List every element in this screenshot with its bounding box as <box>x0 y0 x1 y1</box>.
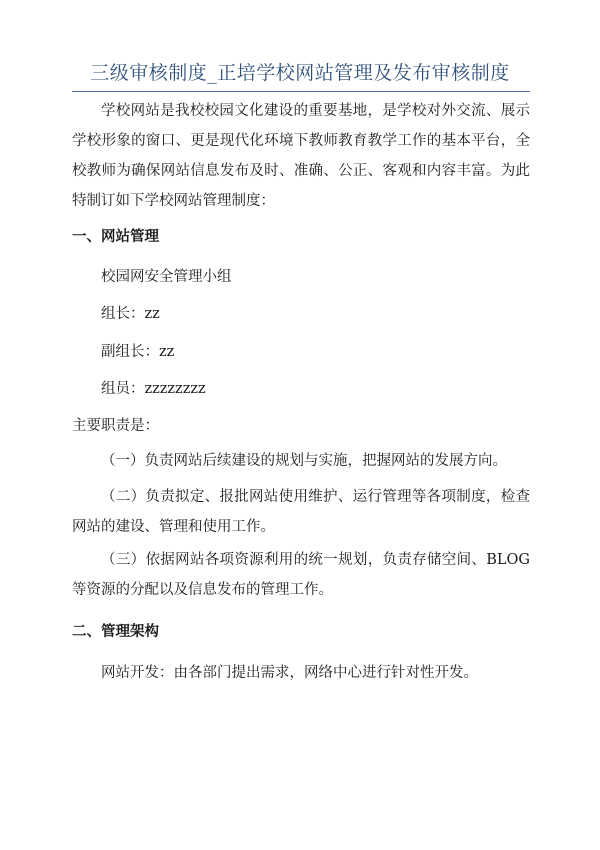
security-group-name: 校园网安全管理小组 <box>101 269 232 285</box>
document-title: 三级审核制度_正培学校网站管理及发布审核制度 <box>90 62 510 84</box>
group-deputy-leader: 副组长：zz <box>101 344 175 360</box>
group-leader: 组长：zz <box>101 306 160 322</box>
section-heading-management-structure: 二、管理架构 <box>72 624 159 640</box>
duty-item: （三）依据网站各项资源利用的统一规划，负责存储空间、BLOG 等资源的分配以及信息发布的管理工作。 <box>72 552 530 598</box>
section-heading-website-management: 一、网站管理 <box>72 229 159 245</box>
website-development-paragraph: 网站开发：由各部门提出需求，网络中心进行针对性开发。 <box>101 665 478 681</box>
title-underline <box>72 91 530 92</box>
group-members: 组员：zzzzzzzz <box>101 381 206 397</box>
duties-label: 主要职责是： <box>72 418 159 434</box>
duty-item: （一）负责网站后续建设的规划与实施，把握网站的发展方向。 <box>101 453 507 469</box>
duty-item: （二）负责拟定、报批网站使用维护、运行管理等各项制度，检查网站的建设、管理和使用工作。 <box>72 489 530 535</box>
intro-paragraph: 学校网站是我校校园文化建设的重要基地，是学校对外交流、展示学校形象的窗口、更是现代化环境下教师教育教学工作的基本平台，全校教师为确保网站信息发布及时、准确、公正、客观和内容丰富。为此特制订如下学校网站管理制度： <box>72 103 530 209</box>
